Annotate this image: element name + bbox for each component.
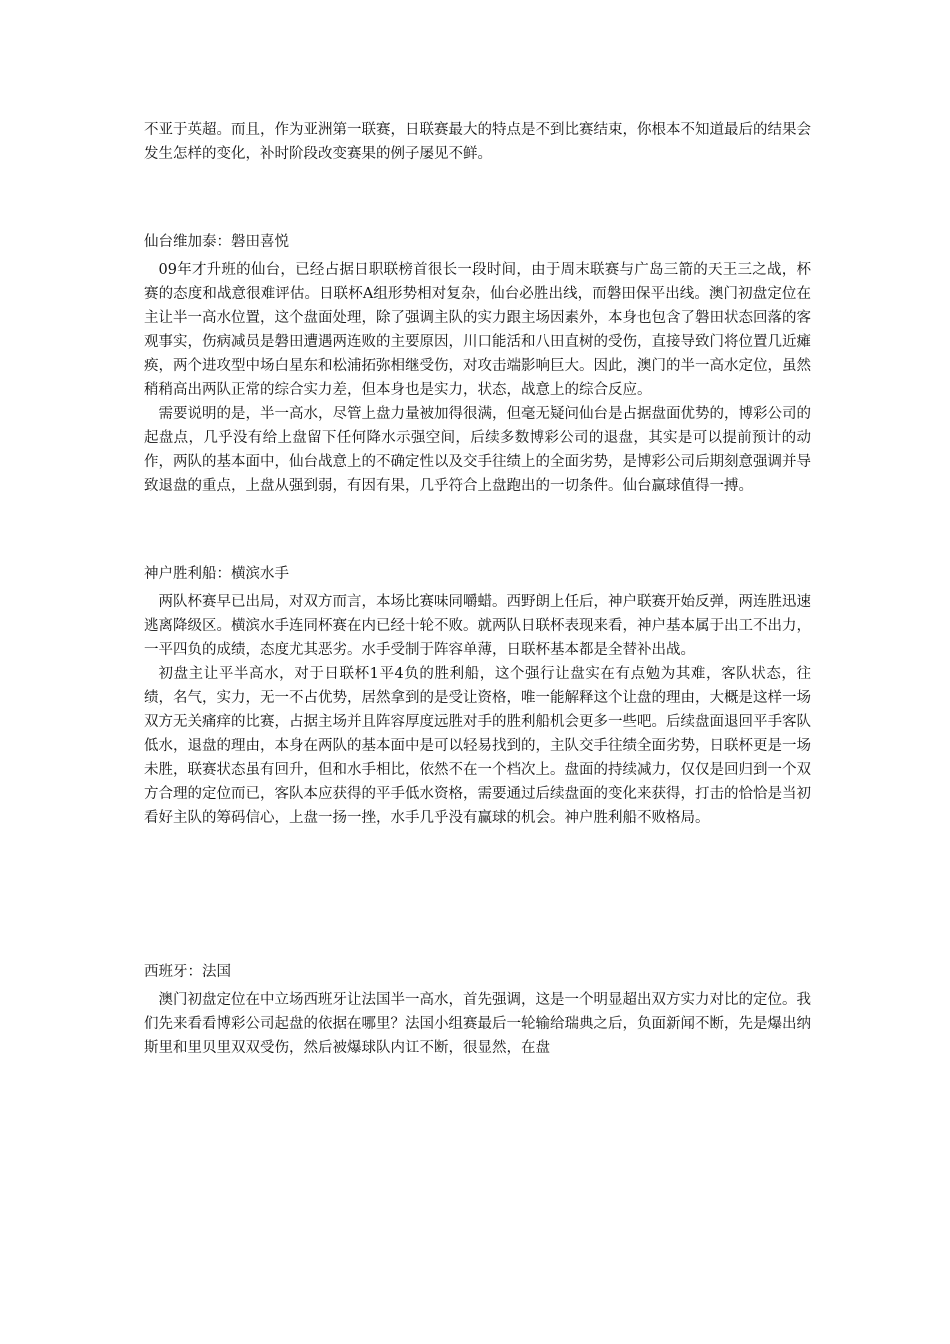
spacer <box>144 830 811 960</box>
section-paragraph: 需要说明的是，半一高水，尽管上盘力量被加得很满，但毫无疑问仙台是占据盘面优势的，博彩公司的起盘点，几乎没有给上盘留下任何降水示强空间，后续多数博彩公司的退盘，其实是可以提前预计的动作，两队的基本面中，仙台战意上的不确定性以及交手往绩上的全面劣势，是博彩公司后期刻意强调并导致退盘的重点，上盘从强到弱，有因有果，几乎符合上盘跑出的一切条件。仙台赢球值得一搏。 <box>144 406 811 494</box>
section-paragraph: 两队杯赛早已出局，对双方而言，本场比赛味同嚼蜡。西野朗上任后，神户联赛开始反弹，两连胜迅速逃离降级区。横滨水手连同杯赛在内已经十轮不败。就两队日联杯表现来看，神户基本属于出工不出力，一平四负的成绩，态度尤其恶劣。水手受制于阵容单薄，日联杯基本都是全替补出战。 <box>144 594 811 658</box>
section-paragraph: 09年才升班的仙台，已经占据日职联榜首很长一段时间，由于周末联赛与广岛三箭的天王三之战，杯赛的态度和战意很难评估。日联杯A组形势相对复杂，仙台必胜出线，而磐田保平出线。澳门初盘定位在主让半一高水位置，这个盘面处理，除了强调主队的实力跟主场因素外，本身也包含了磐田状态回落的客观事实，伤病减员是磐田遭遇两连败的主要原因，川口能活和八田直树的受伤，直接导致门将位置几近瘫痪，两个进攻型中场白星东和松浦拓弥相继受伤，对攻击端影响巨大。因此，澳门的半一高水定位，虽然稍稍高出两队正常的综合实力差，但本身也是实力，状态，战意上的综合反应。 <box>144 262 811 398</box>
intro-paragraph: 不亚于英超。而且，作为亚洲第一联赛，日联赛最大的特点是不到比赛结束，你根本不知道最后的结果会发生怎样的变化，补时阶段改变赛果的例子屡见不鲜。 <box>144 122 811 162</box>
section-paragraph: 澳门初盘定位在中立场西班牙让法国半一高水，首先强调，这是一个明显超出双方实力对比的定位。我们先来看看博彩公司起盘的依据在哪里？法国小组赛最后一轮输给瑞典之后，负面新闻不断，先是爆出纳斯里和里贝里双双受伤，然后被爆球队内讧不断，很显然，在盘 <box>144 992 811 1056</box>
section-title-kobe-yokohama: 神户胜利船：横滨水手 <box>144 566 289 582</box>
section-title-sendai-iwata: 仙台维加泰：磐田喜悦 <box>144 234 289 250</box>
spacer <box>144 166 811 230</box>
section-paragraph: 初盘主让平半高水，对于日联杯1平4负的胜利船，这个强行让盘实在有点勉为其难，客队状态，往绩，名气，实力，无一不占优势，居然拿到的是受让资格，唯一能解释这个让盘的理由，大概是这样一场双方无关痛痒的比赛，占据主场并且阵容厚度远胜对手的胜利船机会更多一些吧。后续盘面退回平手客队低水，退盘的理由，本身在两队的基本面中是可以轻易找到的，主队交手往绩全面劣势，日联杯更是一场未胜，联赛状态虽有回升，但和水手相比，依然不在一个档次上。盘面的持续减力，仅仅是回归到一个双方合理的定位而已，客队本应获得的平手低水资格，需要通过后续盘面的变化来获得，打击的恰恰是当初看好主队的筹码信心，上盘一扬一挫，水手几乎没有赢球的机会。神户胜利船不败格局。 <box>144 666 811 826</box>
document-page <box>144 118 811 1060</box>
section-title-spain-france: 西班牙：法国 <box>144 964 231 980</box>
spacer <box>144 498 811 562</box>
